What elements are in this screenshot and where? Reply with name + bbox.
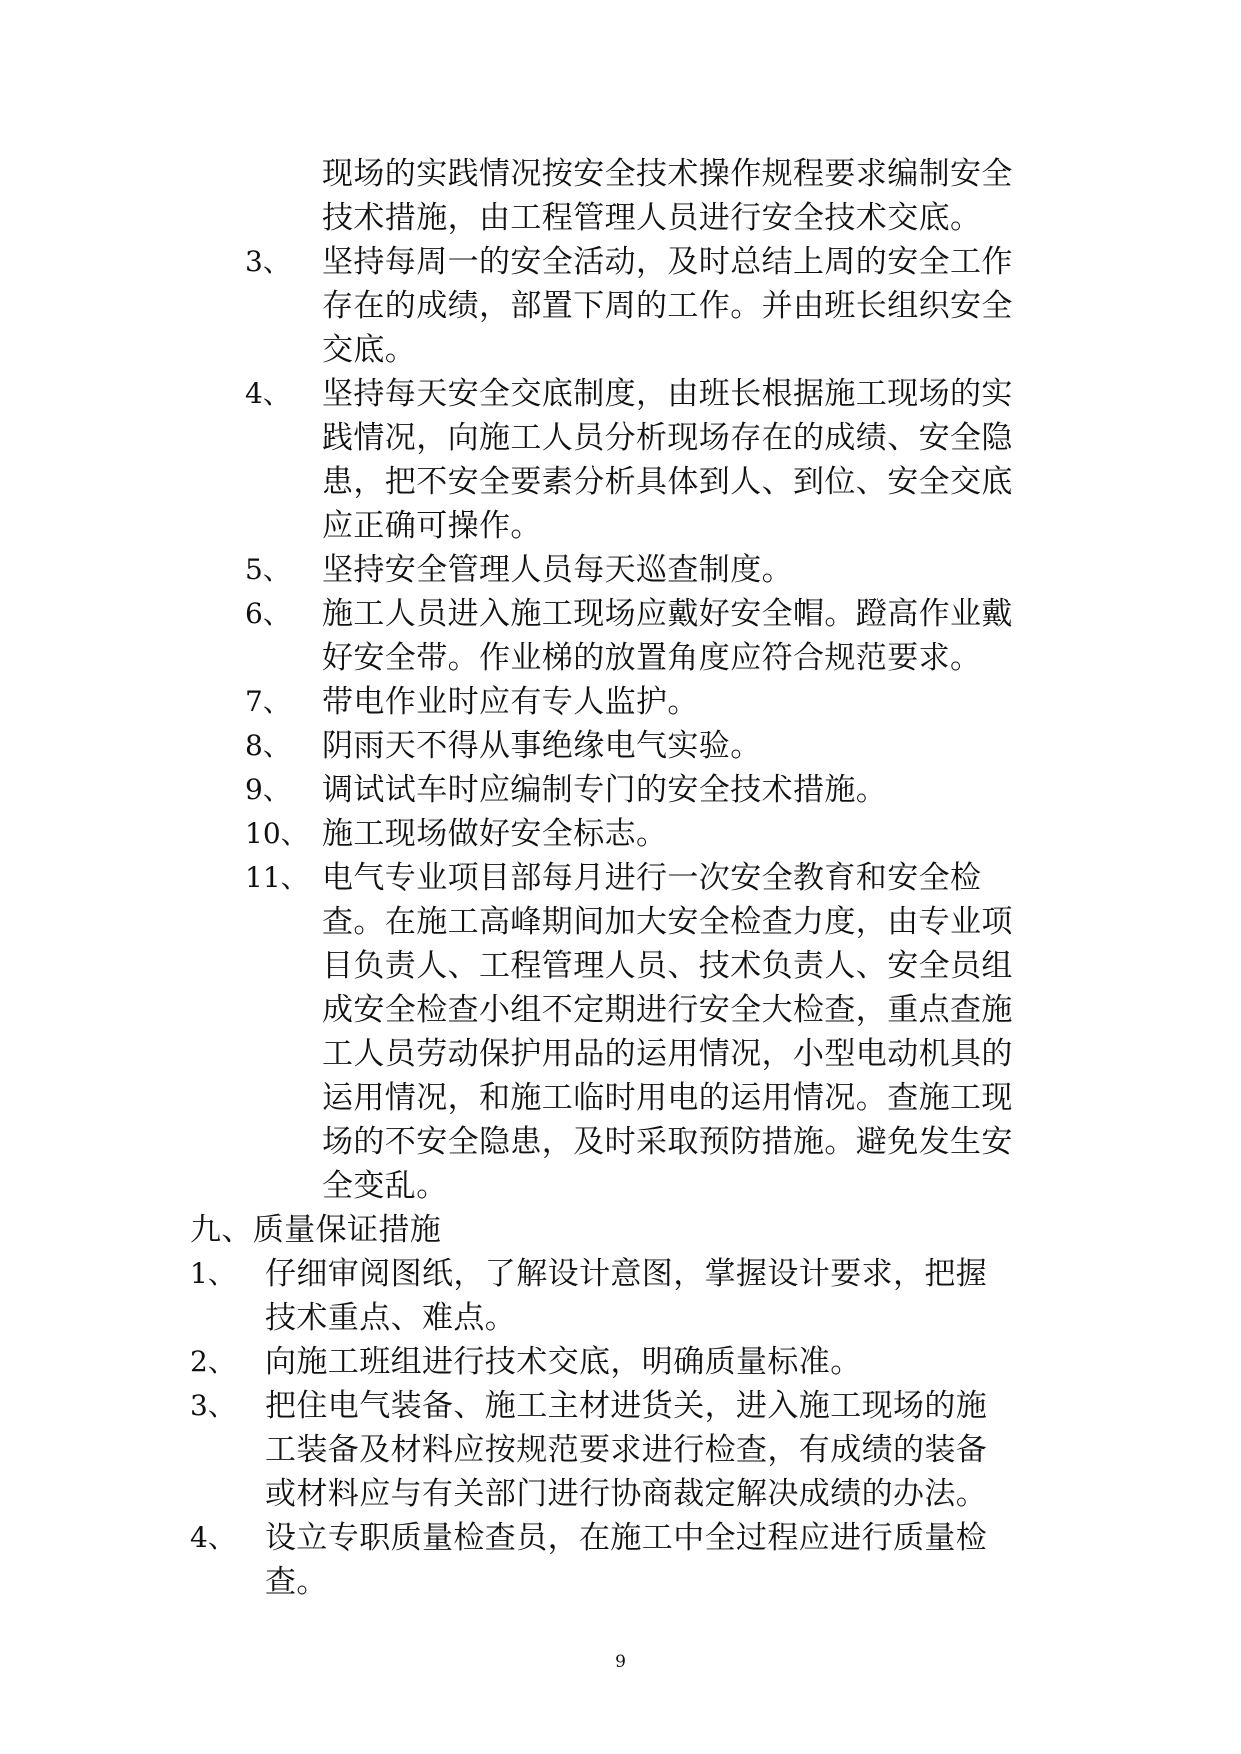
- list-item-line: 带电作业时应有专人监护。: [322, 684, 699, 720]
- list-item-line: 调试试车时应编制专门的安全技术措施。: [322, 772, 888, 808]
- list-item-line: 坚持每周一的安全活动，及时总结上周的安全工作: [322, 244, 1013, 280]
- list-item-number: 5、: [245, 553, 291, 586]
- list-item-line: 阴雨天不得从事绝缘电气实验。: [322, 728, 762, 764]
- list-item-line: 技术重点、难点。: [265, 1300, 517, 1336]
- list-item-line: 全变乱。: [322, 1168, 448, 1204]
- list-item-number: 10、: [245, 817, 309, 850]
- paragraph-line: 现场的实践情况按安全技术操作规程要求编制安全: [322, 156, 1013, 192]
- list-item-line: 交底。: [322, 332, 417, 368]
- list-item-line: 查。在施工高峰期间加大安全检查力度，由专业项: [322, 904, 1013, 940]
- list-item-line: 坚持每天安全交底制度，由班长根据施工现场的实: [322, 376, 1013, 412]
- list-item-number: 9、: [245, 773, 291, 806]
- list-item-line: 向施工班组进行技术交底，明确质量标准。: [265, 1344, 862, 1380]
- list-item-number: 11、: [245, 861, 309, 894]
- list-item-number: 3、: [190, 1389, 236, 1422]
- list-item-line: 或材料应与有关部门进行协商裁定解决成绩的办法。: [265, 1476, 988, 1512]
- list-item-line: 场的不安全隐患，及时采取预防措施。避免发生安: [322, 1124, 1013, 1160]
- section-heading: 九、质量保证措施: [190, 1212, 442, 1248]
- list-item-number: 4、: [190, 1521, 236, 1554]
- list-item-number: 1、: [190, 1257, 236, 1290]
- list-item-line: 电气专业项目部每月进行一次安全教育和安全检: [322, 860, 982, 896]
- list-item-line: 运用情况，和施工临时用电的运用情况。查施工现: [322, 1080, 1013, 1116]
- list-item-line: 患，把不安全要素分析具体到人、到位、安全交底: [322, 464, 1013, 500]
- list-item-line: 施工人员进入施工现场应戴好安全帽。蹬高作业戴: [322, 596, 1013, 632]
- list-item-line: 目负责人、工程管理人员、技术负责人、安全员组: [322, 948, 1013, 984]
- paragraph-line: 技术措施，由工程管理人员进行安全技术交底。: [322, 200, 982, 236]
- list-item-line: 存在的成绩，部置下周的工作。并由班长组织安全: [322, 288, 1013, 324]
- list-item-line: 查。: [265, 1564, 328, 1600]
- list-item-number: 3、: [245, 245, 291, 278]
- list-item-line: 坚持安全管理人员每天巡查制度。: [322, 552, 793, 588]
- list-item-line: 工装备及材料应按规范要求进行检查，有成绩的装备: [265, 1432, 988, 1468]
- list-item-line: 成安全检查小组不定期进行安全大检查，重点查施: [322, 992, 1013, 1028]
- list-item-line: 施工现场做好安全标志。: [322, 816, 668, 852]
- list-item-number: 7、: [245, 685, 291, 718]
- list-item-number: 6、: [245, 597, 291, 630]
- list-item-line: 工人员劳动保护用品的运用情况，小型电动机具的: [322, 1036, 1013, 1072]
- list-item-line: 应正确可操作。: [322, 508, 542, 544]
- list-item-number: 8、: [245, 729, 291, 762]
- list-item-line: 把住电气装备、施工主材进货关，进入施工现场的施: [265, 1388, 988, 1424]
- list-item-line: 好安全带。作业梯的放置角度应符合规范要求。: [322, 640, 982, 676]
- list-item-number: 2、: [190, 1345, 236, 1378]
- list-item-line: 设立专职质量检查员，在施工中全过程应进行质量检: [265, 1520, 988, 1556]
- list-item-number: 4、: [245, 377, 291, 410]
- list-item-line: 践情况，向施工人员分析现场存在的成绩、安全隐: [322, 420, 1013, 456]
- page-number: 9: [615, 1652, 626, 1672]
- list-item-line: 仔细审阅图纸，了解设计意图，掌握设计要求，把握: [265, 1256, 988, 1292]
